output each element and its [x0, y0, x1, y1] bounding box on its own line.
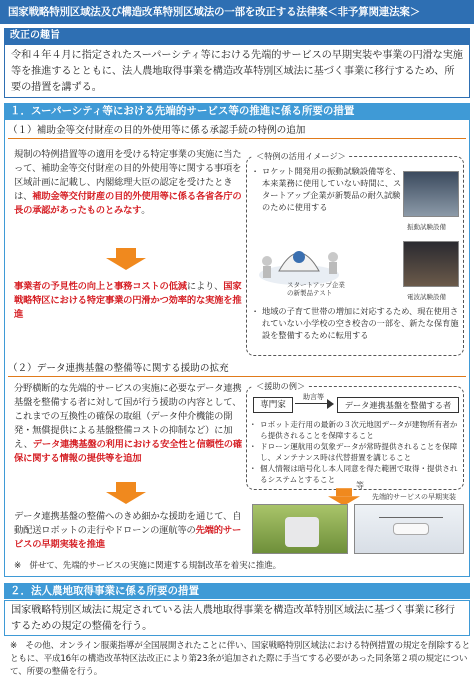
sub2-result-red: 先端的サービスの早期実装を推進: [14, 525, 242, 550]
section2-heading: ２．法人農地取得事業に係る所要の措置: [4, 583, 470, 599]
sub2-text: [14, 382, 242, 466]
caption-vibration: 振動試験設備: [407, 223, 446, 231]
page-title: 国家戦略特別区域法及び構造改革特別区域法の一部を改正する法律案＜非予算関連法案＞: [0, 0, 474, 24]
sub2-result: [14, 510, 242, 552]
sub1-result-red1: 事業者の予見性の向上と事務コストの低減: [14, 281, 187, 292]
section1-note: ※ 併せて、先端的サービスの実施に関連する規制改革を着実に推進。: [14, 561, 282, 571]
example-title: ＜特例の活用イメージ＞: [253, 150, 349, 162]
support-bullet3: ・ 個人情報は暗号化し本人同意を得た範囲で取得・提供されるシステムとすること: [251, 463, 461, 485]
drone-photo: [354, 504, 464, 554]
sub1-heading-text: （１）補助金等交付財産の目的外使用等に係る承認手続の特例の追加: [8, 125, 306, 136]
sub2-text-plain: 分野横断的な先端的サービスの実施に必要なデータ連携基盤を整備する者に対して国が行う援助の内容として、これまでの互換性の確保の取組（データ仲介機能の開発・無償提供による基盤整備コストの抑制など）に加え、: [14, 383, 242, 450]
arrow-down-icon: [106, 248, 146, 270]
support-bullet2: ・ ドローン運航用の気象データが常時提供されることを保障し、メンテナンス時は代替措置を講じること: [251, 441, 461, 463]
section2-note: ※ その他、オンライン服薬指導が全国展開されたことに伴い、国家戦略特別区域法における特例措置の規定を削除するとともに、平成16年の構造改革特区法改正により第23条が追加された際に手当てする必要があった同条第２項の規定について、所要の整備を行う。: [10, 641, 471, 677]
support-bullets: [251, 419, 461, 485]
sub1-text-end: 。: [141, 205, 151, 216]
delivery-robot-photo: [252, 504, 348, 554]
section2-body: 国家戦略特別区域法に規定されている法人農地取得事業を構造改革特別区域法に基づく事業に移行するための規定の整備を行う。: [4, 600, 470, 636]
sub1-result: [14, 280, 242, 322]
advice-label: 助言等: [303, 393, 324, 401]
support-bullet1: ・ ロボット走行用の最新の３次元地図データが建物所有者から提供されることを保障すること: [251, 419, 461, 441]
example-bullet1: ・ ロケット開発用の振動試験設備等を、本来業務に使用していない時間に、スタートアップ企業が新製品の耐久試験のために使用する: [253, 165, 403, 213]
vibration-equipment-photo: [403, 171, 459, 217]
support-title: ＜援助の例＞: [253, 380, 308, 392]
example-bullet2: ・ 地域の子育て世帯の増加に対応するため、現在使用されていない小学校の空き校舎の一部を、新たな保育施設を整備するために転用する: [253, 305, 459, 341]
sub1-result-red2: 国家戦略特区における特定事業の円滑かつ効率的な実施を推進: [14, 281, 242, 320]
advice-arrow-line: [295, 403, 329, 404]
example-callout: [246, 151, 464, 356]
sub2-text-red: データ連携基盤の利用における安全性と信頼性の確保に関する情報の提供等を追加: [14, 439, 242, 464]
example-title-text: 特例の活用イメージ: [264, 151, 338, 161]
sub1-text-plain: 規制の特例措置等の適用を受ける特定事業の実施に当たって、補助金等交付財産の目的外使用等に関する事項を区域計画に記載し、内閣総理大臣の認定を受けたときは、: [14, 149, 242, 202]
caption-startup: スタートアップ企業の新製品テスト: [287, 281, 345, 297]
arrow-down-icon-2: [106, 482, 146, 504]
gist-body: 令和４年４月に指定されたスーパーシティ等における先端的サービスの早期実装や事業の円滑な実施等を推進するとともに、法人農地取得事業を構造改革特別区域法に基づく事業に移行するため、所要の措置を講ずる。: [4, 44, 470, 98]
sub1-result-plain: により、: [186, 281, 224, 292]
sub1-heading: [8, 124, 466, 138]
radio-test-equipment-photo: [403, 241, 459, 287]
support-etc: 等: [356, 481, 364, 490]
sub2-heading-text: （２）データ連携基盤の整備等に関する援助の拡充: [8, 363, 229, 374]
arrow-right-icon: [327, 399, 334, 409]
expert-box: 専門家: [253, 397, 293, 413]
sub1-text: [14, 148, 242, 218]
caption-early-implementation: 先端的サービスの早期実装: [372, 493, 456, 501]
gist-heading: 改正の趣旨: [4, 28, 470, 44]
example-bullets-top: [253, 165, 403, 213]
target-box: データ連携基盤を整備する者: [337, 397, 459, 413]
caption-electric: 電波試験設備: [407, 293, 446, 301]
sub2-heading: [8, 362, 466, 376]
sub2-result-plain: データ連携基盤の整備へのきめ細かな援助を通じて、自動配送ロボットの走行やドローンの運航等の: [14, 511, 242, 536]
support-callout: [246, 381, 464, 490]
sub1-text-red: 補助金等交付財産の目的外使用等に係る各省各庁の長の承認があったものとみなす: [14, 191, 242, 216]
support-title-text: 援助の例: [264, 381, 297, 391]
example-bullets-bottom: [253, 305, 459, 341]
section1-heading: １．スーパーシティ等における先端的サービス等の推進に係る所要の措置: [4, 103, 470, 119]
